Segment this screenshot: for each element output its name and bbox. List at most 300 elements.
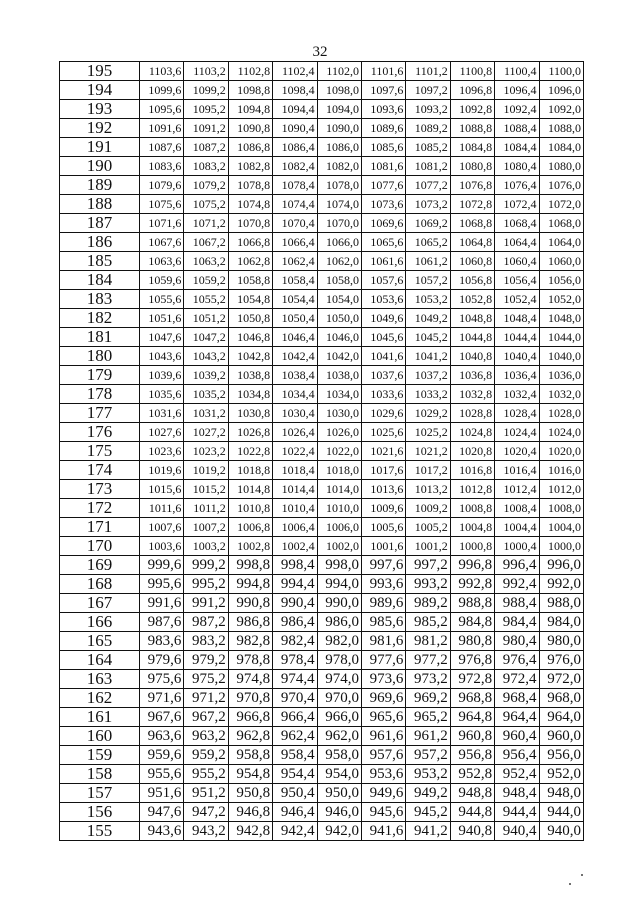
table-row — [60, 309, 584, 328]
value-cell: 1059,6 — [140, 271, 184, 290]
row-index-cell: 167 — [60, 594, 140, 613]
value-cell: 1002,0 — [317, 537, 361, 556]
value-cell: 1006,0 — [317, 518, 361, 537]
value-cell: 1079,6 — [140, 176, 184, 195]
value-cell: 997,2 — [406, 556, 450, 575]
table-row — [60, 233, 584, 252]
value-cell: 981,2 — [406, 632, 450, 651]
value-cell: 974,4 — [273, 670, 317, 689]
value-cell: 1033,6 — [361, 385, 405, 404]
row-index-cell: 156 — [60, 803, 140, 822]
value-cell: 980,0 — [539, 632, 583, 651]
row-index-cell: 180 — [60, 347, 140, 366]
value-cell: 958,4 — [273, 746, 317, 765]
value-cell: 965,6 — [361, 708, 405, 727]
value-cell: 1056,4 — [495, 271, 539, 290]
value-cell: 1034,0 — [317, 385, 361, 404]
value-cell: 1096,4 — [495, 81, 539, 100]
value-cell: 1048,0 — [539, 309, 583, 328]
value-cell: 1001,6 — [361, 537, 405, 556]
value-cell: 1069,2 — [406, 214, 450, 233]
value-cell: 1077,2 — [406, 176, 450, 195]
value-cell: 1018,4 — [273, 461, 317, 480]
value-cell: 1058,0 — [317, 271, 361, 290]
value-cell: 983,6 — [140, 632, 184, 651]
value-cell: 1057,6 — [361, 271, 405, 290]
row-index-cell: 192 — [60, 119, 140, 138]
value-cell: 957,6 — [361, 746, 405, 765]
value-cell: 1065,2 — [406, 233, 450, 252]
value-cell: 1046,8 — [228, 328, 272, 347]
value-cell: 1005,6 — [361, 518, 405, 537]
value-cell: 1086,8 — [228, 138, 272, 157]
value-cell: 1017,2 — [406, 461, 450, 480]
table-row — [60, 214, 584, 233]
value-cell: 1020,0 — [539, 442, 583, 461]
value-cell: 977,2 — [406, 651, 450, 670]
table-row — [60, 252, 584, 271]
table-row — [60, 575, 584, 594]
value-cell: 966,8 — [228, 708, 272, 727]
value-cell: 952,8 — [450, 765, 494, 784]
value-cell: 1082,0 — [317, 157, 361, 176]
value-cell: 962,0 — [317, 727, 361, 746]
value-cell: 1006,8 — [228, 518, 272, 537]
value-cell: 999,6 — [140, 556, 184, 575]
value-cell: 1026,8 — [228, 423, 272, 442]
value-cell: 990,0 — [317, 594, 361, 613]
value-cell: 1009,2 — [406, 499, 450, 518]
table-row — [60, 803, 584, 822]
row-index-cell: 194 — [60, 81, 140, 100]
value-cell: 1080,8 — [450, 157, 494, 176]
value-cell: 998,0 — [317, 556, 361, 575]
value-cell: 1085,6 — [361, 138, 405, 157]
value-cell: 972,0 — [539, 670, 583, 689]
value-cell: 947,2 — [184, 803, 228, 822]
value-cell: 1047,6 — [140, 328, 184, 347]
value-cell: 1064,8 — [450, 233, 494, 252]
value-cell: 1027,2 — [184, 423, 228, 442]
table-row — [60, 537, 584, 556]
value-cell: 1092,8 — [450, 100, 494, 119]
value-cell: 1091,2 — [184, 119, 228, 138]
value-cell: 969,6 — [361, 689, 405, 708]
value-cell: 1036,4 — [495, 366, 539, 385]
value-cell: 1044,4 — [495, 328, 539, 347]
value-cell: 952,4 — [495, 765, 539, 784]
value-cell: 967,6 — [140, 708, 184, 727]
row-index-cell: 178 — [60, 385, 140, 404]
value-cell: 1057,2 — [406, 271, 450, 290]
value-cell: 1030,8 — [228, 404, 272, 423]
value-cell: 1084,4 — [495, 138, 539, 157]
value-cell: 1012,4 — [495, 480, 539, 499]
value-cell: 988,8 — [450, 594, 494, 613]
value-cell: 1024,8 — [450, 423, 494, 442]
value-cell: 1103,6 — [140, 62, 184, 81]
value-cell: 954,4 — [273, 765, 317, 784]
row-index-cell: 164 — [60, 651, 140, 670]
value-cell: 1032,8 — [450, 385, 494, 404]
value-cell: 1094,4 — [273, 100, 317, 119]
table-row — [60, 442, 584, 461]
value-cell: 945,6 — [361, 803, 405, 822]
value-cell: 1026,0 — [317, 423, 361, 442]
table-row — [60, 594, 584, 613]
value-cell: 1065,6 — [361, 233, 405, 252]
value-cell: 1030,4 — [273, 404, 317, 423]
value-cell: 950,4 — [273, 784, 317, 803]
value-cell: 1071,6 — [140, 214, 184, 233]
value-cell: 1076,4 — [495, 176, 539, 195]
value-cell: 1025,6 — [361, 423, 405, 442]
value-cell: 1099,2 — [184, 81, 228, 100]
value-cell: 989,2 — [406, 594, 450, 613]
value-cell: 962,8 — [228, 727, 272, 746]
value-cell: 940,4 — [495, 822, 539, 841]
value-cell: 1021,2 — [406, 442, 450, 461]
value-cell: 1032,4 — [495, 385, 539, 404]
value-cell: 1061,2 — [406, 252, 450, 271]
value-cell: 1084,8 — [450, 138, 494, 157]
table-row — [60, 366, 584, 385]
row-index-cell: 182 — [60, 309, 140, 328]
value-cell: 1081,6 — [361, 157, 405, 176]
value-cell: 1038,4 — [273, 366, 317, 385]
value-cell: 942,4 — [273, 822, 317, 841]
row-index-cell: 181 — [60, 328, 140, 347]
row-index-cell: 166 — [60, 613, 140, 632]
value-cell: 1054,4 — [273, 290, 317, 309]
value-cell: 949,2 — [406, 784, 450, 803]
value-cell: 1070,8 — [228, 214, 272, 233]
value-cell: 1097,6 — [361, 81, 405, 100]
value-cell: 1049,6 — [361, 309, 405, 328]
value-cell: 975,2 — [184, 670, 228, 689]
value-cell: 1009,6 — [361, 499, 405, 518]
value-cell: 970,8 — [228, 689, 272, 708]
value-cell: 1046,0 — [317, 328, 361, 347]
value-cell: 960,4 — [495, 727, 539, 746]
value-cell: 1062,4 — [273, 252, 317, 271]
value-cell: 944,0 — [539, 803, 583, 822]
value-cell: 1059,2 — [184, 271, 228, 290]
value-cell: 1042,4 — [273, 347, 317, 366]
value-cell: 1044,0 — [539, 328, 583, 347]
value-cell: 1090,8 — [228, 119, 272, 138]
value-cell: 978,4 — [273, 651, 317, 670]
value-cell: 1093,2 — [406, 100, 450, 119]
value-cell: 990,8 — [228, 594, 272, 613]
value-cell: 1048,4 — [495, 309, 539, 328]
value-cell: 1014,0 — [317, 480, 361, 499]
value-cell: 1064,0 — [539, 233, 583, 252]
row-index-cell: 186 — [60, 233, 140, 252]
value-cell: 965,2 — [406, 708, 450, 727]
value-cell: 970,0 — [317, 689, 361, 708]
value-cell: 1060,4 — [495, 252, 539, 271]
value-cell: 1003,2 — [184, 537, 228, 556]
value-cell: 1091,6 — [140, 119, 184, 138]
value-cell: 954,0 — [317, 765, 361, 784]
value-cell: 976,4 — [495, 651, 539, 670]
value-cell: 1010,4 — [273, 499, 317, 518]
value-cell: 1089,2 — [406, 119, 450, 138]
value-cell: 1056,0 — [539, 271, 583, 290]
value-cell: 1090,0 — [317, 119, 361, 138]
row-index-cell: 193 — [60, 100, 140, 119]
value-cell: 1013,2 — [406, 480, 450, 499]
value-cell: 1078,8 — [228, 176, 272, 195]
value-cell: 1071,2 — [184, 214, 228, 233]
table-row — [60, 404, 584, 423]
value-cell: 1019,6 — [140, 461, 184, 480]
value-cell: 1047,2 — [184, 328, 228, 347]
value-cell: 978,8 — [228, 651, 272, 670]
value-cell: 947,6 — [140, 803, 184, 822]
value-cell: 995,6 — [140, 575, 184, 594]
value-cell: 958,0 — [317, 746, 361, 765]
value-cell: 1093,6 — [361, 100, 405, 119]
value-cell: 1004,8 — [450, 518, 494, 537]
value-cell: 1036,0 — [539, 366, 583, 385]
row-index-cell: 159 — [60, 746, 140, 765]
value-cell: 1056,8 — [450, 271, 494, 290]
value-cell: 954,8 — [228, 765, 272, 784]
value-cell: 960,0 — [539, 727, 583, 746]
value-cell: 986,4 — [273, 613, 317, 632]
value-cell: 1003,6 — [140, 537, 184, 556]
value-cell: 992,0 — [539, 575, 583, 594]
row-index-cell: 168 — [60, 575, 140, 594]
value-cell: 1082,4 — [273, 157, 317, 176]
value-cell: 945,2 — [406, 803, 450, 822]
value-cell: 973,6 — [361, 670, 405, 689]
value-cell: 994,8 — [228, 575, 272, 594]
value-cell: 944,4 — [495, 803, 539, 822]
value-cell: 994,0 — [317, 575, 361, 594]
value-cell: 1088,4 — [495, 119, 539, 138]
value-cell: 959,2 — [184, 746, 228, 765]
value-cell: 963,6 — [140, 727, 184, 746]
value-cell: 1045,2 — [406, 328, 450, 347]
value-cell: 1002,8 — [228, 537, 272, 556]
value-cell: 992,4 — [495, 575, 539, 594]
row-index-cell: 189 — [60, 176, 140, 195]
value-cell: 990,4 — [273, 594, 317, 613]
value-cell: 1055,6 — [140, 290, 184, 309]
value-cell: 979,2 — [184, 651, 228, 670]
value-cell: 1100,0 — [539, 62, 583, 81]
value-cell: 1095,2 — [184, 100, 228, 119]
value-cell: 1039,2 — [184, 366, 228, 385]
value-cell: 1010,8 — [228, 499, 272, 518]
row-index-cell: 184 — [60, 271, 140, 290]
value-cell: 948,4 — [495, 784, 539, 803]
value-cell: 1048,8 — [450, 309, 494, 328]
value-cell: 966,4 — [273, 708, 317, 727]
value-cell: 1055,2 — [184, 290, 228, 309]
value-cell: 984,4 — [495, 613, 539, 632]
value-cell: 1087,2 — [184, 138, 228, 157]
value-cell: 983,2 — [184, 632, 228, 651]
value-cell: 1005,2 — [406, 518, 450, 537]
value-cell: 1083,6 — [140, 157, 184, 176]
value-cell: 1101,2 — [406, 62, 450, 81]
value-cell: 1092,0 — [539, 100, 583, 119]
row-index-cell: 158 — [60, 765, 140, 784]
value-cell: 1014,8 — [228, 480, 272, 499]
value-cell: 1034,4 — [273, 385, 317, 404]
value-cell: 1011,2 — [184, 499, 228, 518]
value-cell: 968,8 — [450, 689, 494, 708]
value-cell: 1032,0 — [539, 385, 583, 404]
value-cell: 1070,4 — [273, 214, 317, 233]
value-cell: 1051,2 — [184, 309, 228, 328]
value-cell: 1068,0 — [539, 214, 583, 233]
value-cell: 1053,6 — [361, 290, 405, 309]
value-cell: 1013,6 — [361, 480, 405, 499]
value-cell: 986,8 — [228, 613, 272, 632]
value-cell: 953,2 — [406, 765, 450, 784]
value-cell: 1078,4 — [273, 176, 317, 195]
value-cell: 1000,8 — [450, 537, 494, 556]
value-cell: 1066,8 — [228, 233, 272, 252]
row-index-cell: 185 — [60, 252, 140, 271]
value-cell: 1050,0 — [317, 309, 361, 328]
row-index-cell: 174 — [60, 461, 140, 480]
table-row — [60, 81, 584, 100]
table-row — [60, 822, 584, 841]
value-cell: 1041,6 — [361, 347, 405, 366]
value-cell: 1052,0 — [539, 290, 583, 309]
value-cell: 950,8 — [228, 784, 272, 803]
value-cell: 972,8 — [450, 670, 494, 689]
row-index-cell: 176 — [60, 423, 140, 442]
value-cell: 1028,8 — [450, 404, 494, 423]
value-cell: 1038,0 — [317, 366, 361, 385]
value-cell: 972,4 — [495, 670, 539, 689]
value-cell: 1007,6 — [140, 518, 184, 537]
value-cell: 1054,8 — [228, 290, 272, 309]
value-cell: 973,2 — [406, 670, 450, 689]
value-cell: 974,0 — [317, 670, 361, 689]
value-cell: 948,0 — [539, 784, 583, 803]
value-cell: 980,8 — [450, 632, 494, 651]
value-cell: 1015,6 — [140, 480, 184, 499]
row-index-cell: 157 — [60, 784, 140, 803]
value-cell: 980,4 — [495, 632, 539, 651]
row-index-cell: 172 — [60, 499, 140, 518]
value-cell: 1031,6 — [140, 404, 184, 423]
value-cell: 996,4 — [495, 556, 539, 575]
value-cell: 1044,8 — [450, 328, 494, 347]
value-cell: 1016,4 — [495, 461, 539, 480]
value-cell: 1098,8 — [228, 81, 272, 100]
table-row — [60, 784, 584, 803]
value-cell: 1025,2 — [406, 423, 450, 442]
value-cell: 1061,6 — [361, 252, 405, 271]
value-cell: 1042,8 — [228, 347, 272, 366]
value-cell: 1000,4 — [495, 537, 539, 556]
value-cell: 946,0 — [317, 803, 361, 822]
value-cell: 1052,8 — [450, 290, 494, 309]
value-cell: 955,2 — [184, 765, 228, 784]
value-cell: 1035,2 — [184, 385, 228, 404]
value-cell: 1103,2 — [184, 62, 228, 81]
table-body — [60, 62, 584, 841]
value-cell: 1012,0 — [539, 480, 583, 499]
value-cell: 1095,6 — [140, 100, 184, 119]
value-cell: 1084,0 — [539, 138, 583, 157]
value-cell: 1102,4 — [273, 62, 317, 81]
value-cell: 1063,6 — [140, 252, 184, 271]
value-cell: 962,4 — [273, 727, 317, 746]
table-row — [60, 290, 584, 309]
value-cell: 1038,8 — [228, 366, 272, 385]
row-index-cell: 163 — [60, 670, 140, 689]
value-cell: 1036,8 — [450, 366, 494, 385]
value-cell: 1072,4 — [495, 195, 539, 214]
value-cell: 995,2 — [184, 575, 228, 594]
value-cell: 1020,4 — [495, 442, 539, 461]
value-cell: 1015,2 — [184, 480, 228, 499]
table-row — [60, 138, 584, 157]
row-index-cell: 169 — [60, 556, 140, 575]
value-cell: 1096,0 — [539, 81, 583, 100]
value-cell: 1018,0 — [317, 461, 361, 480]
value-cell: 1058,4 — [273, 271, 317, 290]
value-cell: 1022,0 — [317, 442, 361, 461]
value-cell: 1068,4 — [495, 214, 539, 233]
table-row — [60, 670, 584, 689]
value-cell: 976,0 — [539, 651, 583, 670]
value-cell: 964,8 — [450, 708, 494, 727]
value-cell: 1078,0 — [317, 176, 361, 195]
value-cell: 1081,2 — [406, 157, 450, 176]
value-cell: 941,2 — [406, 822, 450, 841]
value-cell: 1099,6 — [140, 81, 184, 100]
value-cell: 1098,4 — [273, 81, 317, 100]
value-cell: 1040,0 — [539, 347, 583, 366]
table-row — [60, 708, 584, 727]
row-index-cell: 160 — [60, 727, 140, 746]
value-cell: 1074,8 — [228, 195, 272, 214]
value-cell: 1052,4 — [495, 290, 539, 309]
value-cell: 1040,4 — [495, 347, 539, 366]
value-cell: 996,8 — [450, 556, 494, 575]
value-cell: 1072,8 — [450, 195, 494, 214]
value-cell: 1024,4 — [495, 423, 539, 442]
value-cell: 1069,6 — [361, 214, 405, 233]
value-cell: 1077,6 — [361, 176, 405, 195]
value-cell: 1054,0 — [317, 290, 361, 309]
value-cell: 984,0 — [539, 613, 583, 632]
value-cell: 1068,8 — [450, 214, 494, 233]
table-row — [60, 461, 584, 480]
value-cell: 1019,2 — [184, 461, 228, 480]
value-cell: 1014,4 — [273, 480, 317, 499]
value-cell: 961,6 — [361, 727, 405, 746]
table-row — [60, 157, 584, 176]
value-cell: 1012,8 — [450, 480, 494, 499]
value-cell: 996,0 — [539, 556, 583, 575]
value-cell: 982,8 — [228, 632, 272, 651]
value-cell: 1074,4 — [273, 195, 317, 214]
value-cell: 1034,8 — [228, 385, 272, 404]
value-cell: 1000,0 — [539, 537, 583, 556]
